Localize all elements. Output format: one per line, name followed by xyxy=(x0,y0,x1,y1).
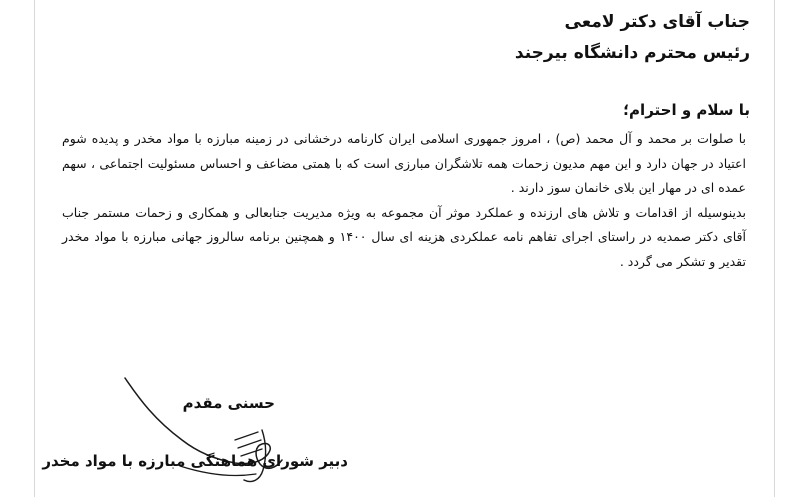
signer-name: حسنی مقدم xyxy=(182,394,275,412)
body-paragraph-1: با صلوات بر محمد و آل محمد (ص) ، امروز جمهوری اسلامی ایران کارنامه درخشانی در زمینه مبارزه با مواد مخدر و پدیده شوم اعتیاد در جهان دارد و این مهم مدیون زحمات همه تلاشگران مبارزی است که با همتی مضاعف و احساس مسئولیت اجتماعی ، سهم عمده ای در مهار این بلای خانمان سوز دارند . xyxy=(62,131,746,195)
signer-title: دبیر شورای هماهنگی مبارزه با مواد مخدر xyxy=(42,452,348,470)
signature-block xyxy=(30,370,370,490)
recipient-title: رئیس محترم دانشگاه بیرجند xyxy=(514,43,750,63)
recipient-block xyxy=(515,8,750,68)
greeting: با سلام و احترام؛ xyxy=(623,101,750,119)
body-paragraph-2: بدینوسیله از اقدامات و تلاش های ارزنده و عملکرد موثر آن مجموعه به ویژه مدیریت جنابعالی و همکاری و زحمات مستمر جناب آقای دکتر صمدیه در راستای اجرای تفاهم نامه عملکردی هزینه ای سال ۱۴۰۰ و همچنین برنامه سالروز جهانی مبارزه با مواد مخدر تقدیر و تشکر می گردد . xyxy=(62,204,746,269)
handwritten-signature xyxy=(30,370,370,490)
recipient-name: جناب آقای دکتر لامعی xyxy=(564,12,750,32)
letter-body xyxy=(62,127,746,274)
page-border-right xyxy=(774,0,775,497)
